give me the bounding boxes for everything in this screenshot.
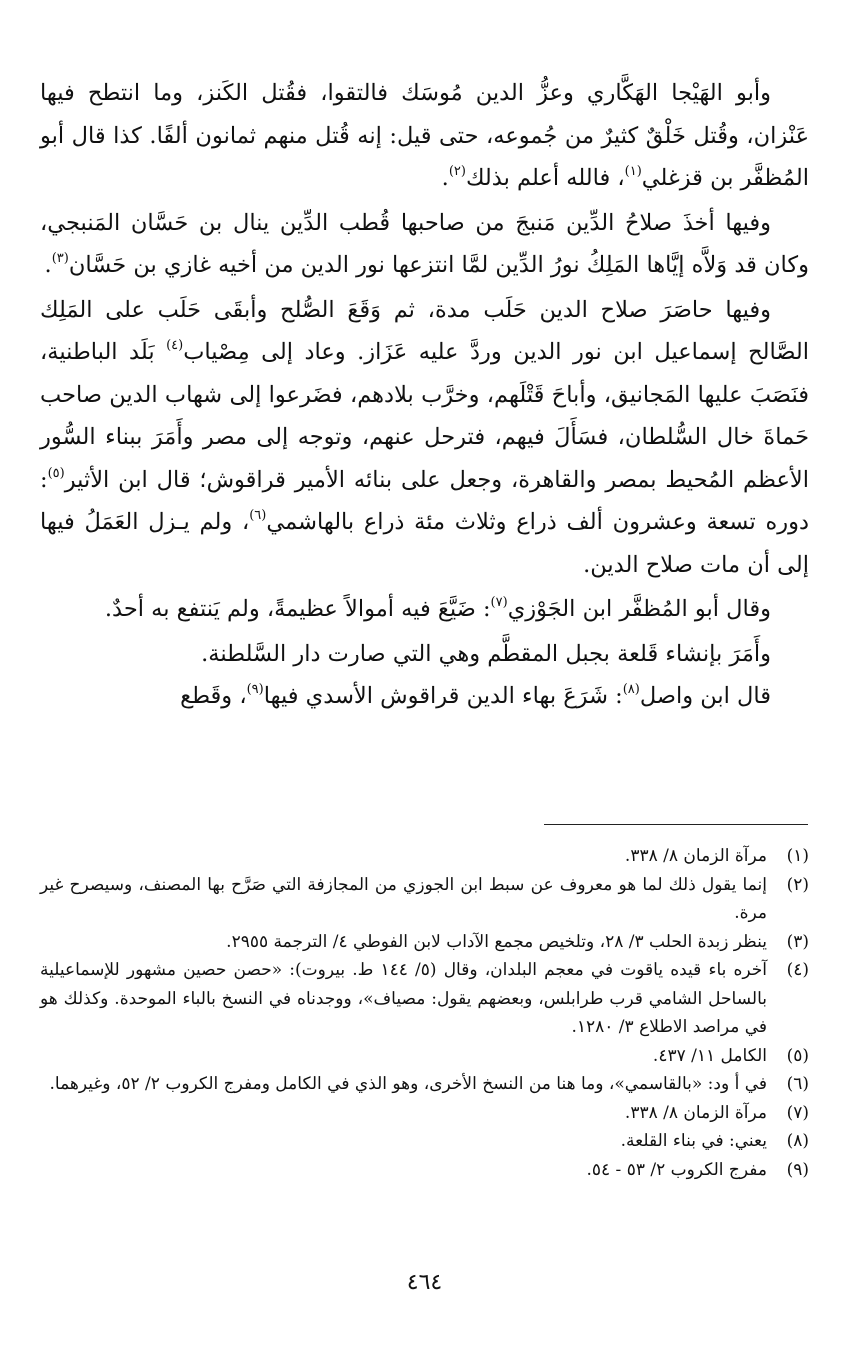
footnote-ref-7[interactable]: (٧) xyxy=(490,595,508,610)
footnote-number: (٢) xyxy=(786,874,809,895)
text-run: وأبو الهَيْجا الهَكَّاري وعزُّ الدين مُوسَك فالتقوا، فقُتل الكَنز، وما انتطح فيها عَنْزان، وقُتل خَلْقٌ كثيرٌ من جُموعه، حتى قيل: إنه قُتل منهم ثمانون ألفًا. كذا قال أبو المُظفَّر بن قزغلي xyxy=(40,80,809,191)
text-run: . xyxy=(441,165,449,191)
text-run: بَلَد الباطنية، فنَصَبَ عليها المَجانيق، وأباحَ قَتْلَهم، وخرَّب بلادهم، فضَرعوا إلى شهاب الدين صاحب حَماةَ خال السُّلطان، فسَأَلَ فيهم، فترحل عنهم، وتوجه إلى مصر وأَمَرَ ببناء السُّور الأعظم المُحيط بمصر والقاهرة، وجعل على بنائه الأمير قراقوش؛ قال ابن الأثير xyxy=(40,339,809,493)
footnotes xyxy=(40,842,809,1184)
footnote-text: مرآة الزمان ٨/ ٣٣٨. xyxy=(624,1102,767,1123)
text-run: ، وقَطع xyxy=(180,683,247,709)
footnote-text: في أ ود: «بالقاسمي»، وما هنا من النسخ الأخرى، وهو الذي في الكامل ومفرج الكروب ٢/ ٥٢، وغيرهما. xyxy=(49,1074,767,1094)
footnote-2 xyxy=(40,871,809,928)
footnote-ref-9[interactable]: (٩) xyxy=(246,682,264,697)
footnote-number: (٧) xyxy=(786,1102,809,1123)
footnote-number: (٥) xyxy=(786,1045,809,1066)
footnote-number: (٨) xyxy=(786,1131,809,1151)
paragraph-5: وأَمَرَ بإنشاء قَلعة بجبل المقطَّم وهي التي صارت دار السَّلطنة. xyxy=(201,640,771,667)
footnote-number: (١) xyxy=(786,846,809,866)
footnote-ref-6[interactable]: (٦) xyxy=(249,508,267,523)
text-run: ، ولم يـزل العَمَلُ فيها إلى أن مات صلاح الدين. xyxy=(40,509,809,578)
page-number: ٤٦٤ xyxy=(406,1270,443,1295)
footnote-text: الكامل ١١/ ٤٣٧. xyxy=(652,1045,767,1066)
paragraph-1 xyxy=(40,72,809,200)
footnote-text: يعني: في بناء القلعة. xyxy=(620,1131,767,1151)
footnote-number: (٤) xyxy=(786,960,809,980)
footnote-divider xyxy=(544,824,808,825)
footnote-text: آخره باء قيده ياقوت في معجم البلدان، وقال (٥/ ١٤٤ ط. بيروت): «حصن حصين مشهور للإسماعيلية بالساحل الشامي قرب طرابلس، وبعضهم يقول: مصياف»، ووجدناه في النسخ بالباء الموحدة. وكذلك هو في مراصد الاطلاع ٣/ ١٢٨٠. xyxy=(40,960,768,1037)
footnote-4 xyxy=(40,956,809,1042)
footnote-text: ينظر زبدة الحلب ٣/ ٢٨، وتلخيص مجمع الآداب لابن الفوطي ٤/ الترجمة ٢٩٥٥. xyxy=(226,931,767,952)
footnote-1 xyxy=(40,842,809,871)
footnote-ref-5[interactable]: (٥) xyxy=(47,465,65,481)
footnote-3 xyxy=(40,928,809,957)
footnote-ref-1[interactable]: (١) xyxy=(624,164,642,179)
footnote-8 xyxy=(40,1127,809,1156)
footnote-ref-3[interactable]: (٣) xyxy=(51,251,69,266)
main-text xyxy=(40,72,809,718)
paragraph-4 xyxy=(40,588,809,631)
paragraph-2 xyxy=(40,202,809,287)
text-run: وقال أبو المُظفَّر ابن الجَوْزي xyxy=(507,596,771,622)
footnote-number: (٩) xyxy=(786,1159,809,1180)
text-run: : ضَيَّعَ فيه أموالاً عظيمةً، ولم يَنتفع به أحدٌ. xyxy=(104,596,491,622)
footnote-text: إنما يقول ذلك لما هو معروف عن سبط ابن الجوزي من المجازفة التي صَرَّح بها المصنف، وسيصرح غير مرة. xyxy=(40,874,767,923)
text-run: : دوره تسعة وعشرون ألف ذراع وثلاث مئة ذراع بالهاشمي xyxy=(40,466,809,535)
text-run: قال ابن واصل xyxy=(639,683,771,709)
paragraph-6 xyxy=(40,675,809,718)
footnote-number: (٦) xyxy=(786,1074,809,1094)
paragraph-3 xyxy=(40,289,809,587)
footnote-ref-4[interactable]: (٤) xyxy=(166,338,184,353)
footnote-7 xyxy=(40,1099,809,1128)
footnote-text: مرآة الزمان ٨/ ٣٣٨. xyxy=(624,846,767,866)
text-run: : شَرَعَ بهاء الدين قراقوش الأسدي فيها xyxy=(263,683,623,709)
footnote-text: مفرج الكروب ٢/ ٥٣ - ٥٤. xyxy=(586,1159,767,1180)
text-run: . xyxy=(44,252,52,278)
text-run: وفيها حاصَرَ صلاح الدين حَلَب مدة، ثم وَقَعَ الصُّلح وأبقَى حَلَب على المَلِك الصَّالح إسماعيل ابن نور الدين وردَّ عليه عَزَاز. وعاد إلى مِصْياب xyxy=(40,296,809,365)
footnote-5 xyxy=(40,1042,809,1071)
footnote-9 xyxy=(40,1156,809,1185)
footnote-number: (٣) xyxy=(786,931,809,952)
text-run: وفيها أخذَ صلاحُ الدِّين مَنبجَ من صاحبها قُطب الدِّين ينال بن حَسَّان المَنبجي، وكان قد وَلاَّه إيَّاها المَلِكُ نورُ الدِّين لمَّا انتزعها نور الدين من أخيه غازي بن حَسَّان xyxy=(40,209,809,278)
footnote-6 xyxy=(40,1070,809,1099)
footnote-ref-2[interactable]: (٢) xyxy=(448,164,466,179)
text-run: ، فالله أعلم بذلك xyxy=(465,165,625,191)
footnote-ref-8[interactable]: (٨) xyxy=(622,682,640,697)
